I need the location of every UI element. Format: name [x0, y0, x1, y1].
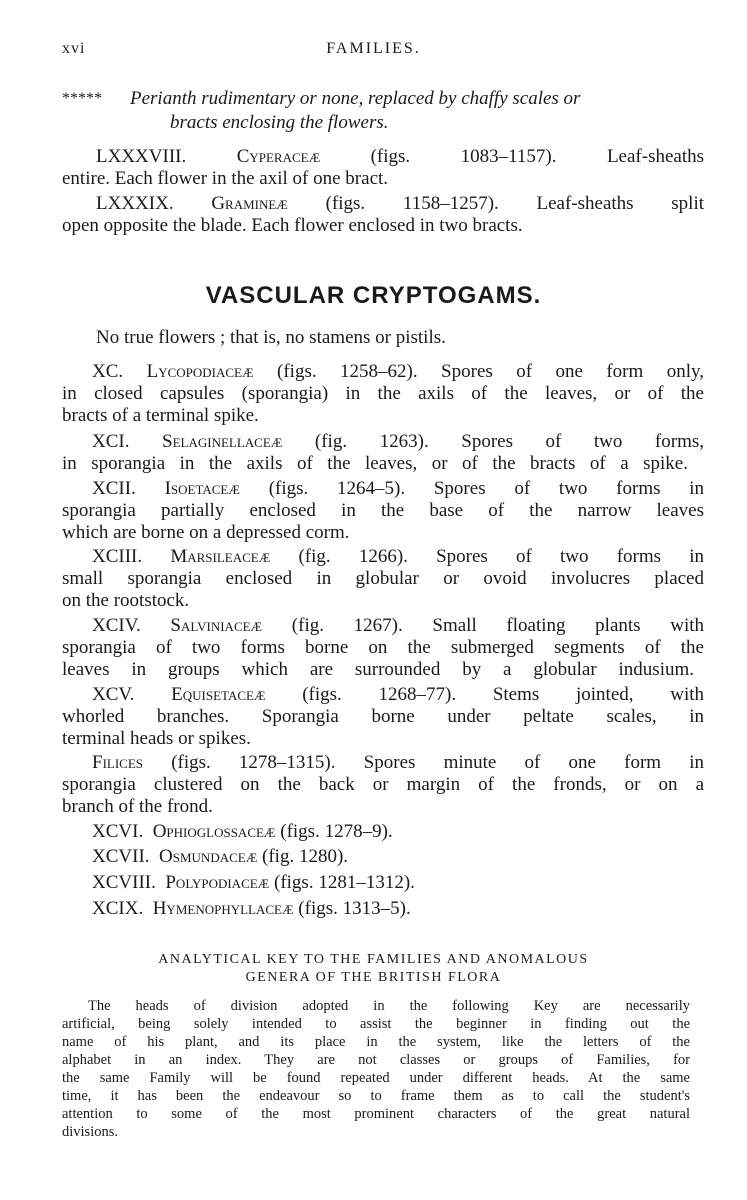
family-description-line: sporangia of two forms borne on the submerged segments of the — [62, 637, 704, 658]
family-description-line: which are borne on a depressed corm. — [62, 522, 350, 543]
family-figs: (figs. 1278–9). — [280, 821, 393, 842]
family-entry-lycopodiaceae — [62, 361, 704, 383]
family-numeral: XCIV. — [92, 615, 141, 636]
family-description-line: small sporangia enclosed in globular or ovoid involucres placed — [62, 568, 704, 589]
page-number: xvi — [62, 40, 86, 57]
family-numeral: XCVIII. — [92, 872, 156, 893]
key-paragraph-line: time, it has been the endeavour so to frame them as to call the student's — [62, 1088, 690, 1104]
family-description: (figs. 1083–1157). Leaf-sheaths — [370, 146, 705, 167]
key-paragraph-line: alphabet in an index. They are not classes or groups of Families, for — [62, 1052, 690, 1068]
family-description: (figs. 1268–77). Stems jointed, with — [302, 684, 705, 705]
family-name: Lycopodiaceæ — [146, 361, 254, 382]
family-description: (figs. 1258–62). Spores of one form only, — [277, 361, 705, 382]
family-entry-isoetaceae — [62, 478, 704, 500]
family-entry-hymenophyllaceae — [92, 898, 411, 920]
family-entry-ophioglossaceae — [92, 821, 393, 843]
family-name: Salviniaceæ — [170, 615, 263, 636]
family-figs: (figs. 1281–1312). — [274, 872, 415, 893]
family-description: (fig. 1267). Small floating plants with — [291, 615, 705, 636]
family-description-line: bracts of a terminal spike. — [62, 405, 259, 426]
family-figs: (figs. 1313–5). — [298, 898, 411, 919]
family-entry-equisetaceae — [62, 684, 704, 706]
family-description-line: in closed capsules (sporangia) in the axils of the leaves, or of the — [62, 383, 704, 404]
key-paragraph-line: the same Family will be found repeated under different heads. At the same — [62, 1070, 690, 1086]
family-numeral: XCII. — [92, 478, 136, 499]
family-numeral: LXXXVIII. — [96, 146, 187, 167]
family-numeral: LXXXIX. — [96, 193, 174, 214]
key-paragraph-line: divisions. — [62, 1124, 118, 1140]
family-description: (figs. 1278–1315). Spores minute of one form in — [171, 752, 704, 773]
family-name: Hymenophyllaceæ — [152, 898, 294, 919]
family-entry-filices — [62, 752, 704, 774]
family-description-line: open opposite the blade. Each flower enclosed in two bracts. — [62, 215, 523, 236]
family-entry-cyperaceae — [62, 146, 704, 168]
family-numeral: XCV. — [92, 684, 135, 705]
family-figs: (fig. 1280). — [262, 846, 349, 867]
running-title: FAMILIES. — [326, 40, 421, 57]
family-entry-marsileaceae — [62, 546, 704, 568]
family-entry-polypodiaceae — [92, 872, 415, 894]
family-name: Cyperaceæ — [236, 146, 321, 167]
family-name: Isoetaceæ — [164, 478, 240, 499]
family-name: Polypodiaceæ — [165, 872, 270, 893]
family-description-line: terminal heads or spikes. — [62, 728, 251, 749]
family-name: Gramineæ — [211, 193, 288, 214]
family-numeral: XCVI. — [92, 821, 144, 842]
family-entry-salviniaceae — [62, 615, 704, 637]
family-entry-selaginellaceae — [62, 431, 704, 453]
family-name: Marsileaceæ — [170, 546, 271, 567]
family-name: Equisetaceæ — [171, 684, 266, 705]
key-title-line-2: GENERA OF THE BRITISH FLORA — [245, 970, 502, 985]
note-marker: ***** — [62, 90, 102, 107]
family-entry-gramineae — [62, 193, 704, 215]
key-paragraph-line: name of his plant, and its place in the system, like the letters of the — [62, 1034, 690, 1050]
family-description-line: branch of the frond. — [62, 796, 213, 817]
family-name: Osmundaceæ — [159, 846, 258, 867]
perianth-note-line-2: bracts enclosing the flowers. — [170, 112, 389, 133]
family-description: (fig. 1266). Spores of two forms in — [298, 546, 704, 567]
family-description-line: entire. Each flower in the axil of one bract. — [62, 168, 389, 189]
family-description-line: leaves in groups which are surrounded by a globular indusium. — [62, 659, 694, 680]
key-paragraph-line: The heads of division adopted in the following Key are necessarily — [88, 998, 690, 1014]
section-intro: No true flowers ; that is, no stamens or pistils. — [96, 327, 446, 348]
family-description-line: in sporangia in the axils of the leaves, or of the bracts of a spike. — [62, 453, 688, 474]
family-numeral: XCIX. — [92, 898, 144, 919]
family-description: (figs. 1158–1257). Leaf-sheaths split — [325, 193, 705, 214]
family-description-line: on the rootstock. — [62, 590, 190, 611]
family-name: Ophioglossaceæ — [152, 821, 276, 842]
family-description-line: whorled branches. Sporangia borne under peltate scales, in — [62, 706, 704, 727]
family-name: Filices — [92, 752, 144, 773]
family-description-line: sporangia partially enclosed in the base of the narrow leaves — [62, 500, 704, 521]
section-heading: VASCULAR CRYPTOGAMS. — [205, 282, 542, 309]
family-description: (figs. 1264–5). Spores of two forms in — [268, 478, 705, 499]
family-name: Selaginellaceæ — [162, 431, 283, 452]
family-numeral: XCI. — [92, 431, 130, 452]
family-numeral: XC. — [92, 361, 124, 382]
family-description-line: sporangia clustered on the back or margin of the fronds, or on a — [62, 774, 704, 795]
family-entry-osmundaceae — [92, 846, 348, 868]
key-title-line-1: ANALYTICAL KEY TO THE FAMILIES AND ANOMALOUS — [158, 952, 589, 967]
family-numeral: XCVII. — [92, 846, 150, 867]
perianth-note-line-1: Perianth rudimentary or none, replaced by chaffy scales or — [130, 88, 581, 109]
family-description: (fig. 1263). Spores of two forms, — [314, 431, 705, 452]
key-paragraph-line: artificial, being solely intended to assist the beginner in finding out the — [62, 1016, 690, 1032]
family-numeral: XCIII. — [92, 546, 143, 567]
key-paragraph-line: attention to some of the most prominent characters of the great natural — [62, 1106, 690, 1122]
